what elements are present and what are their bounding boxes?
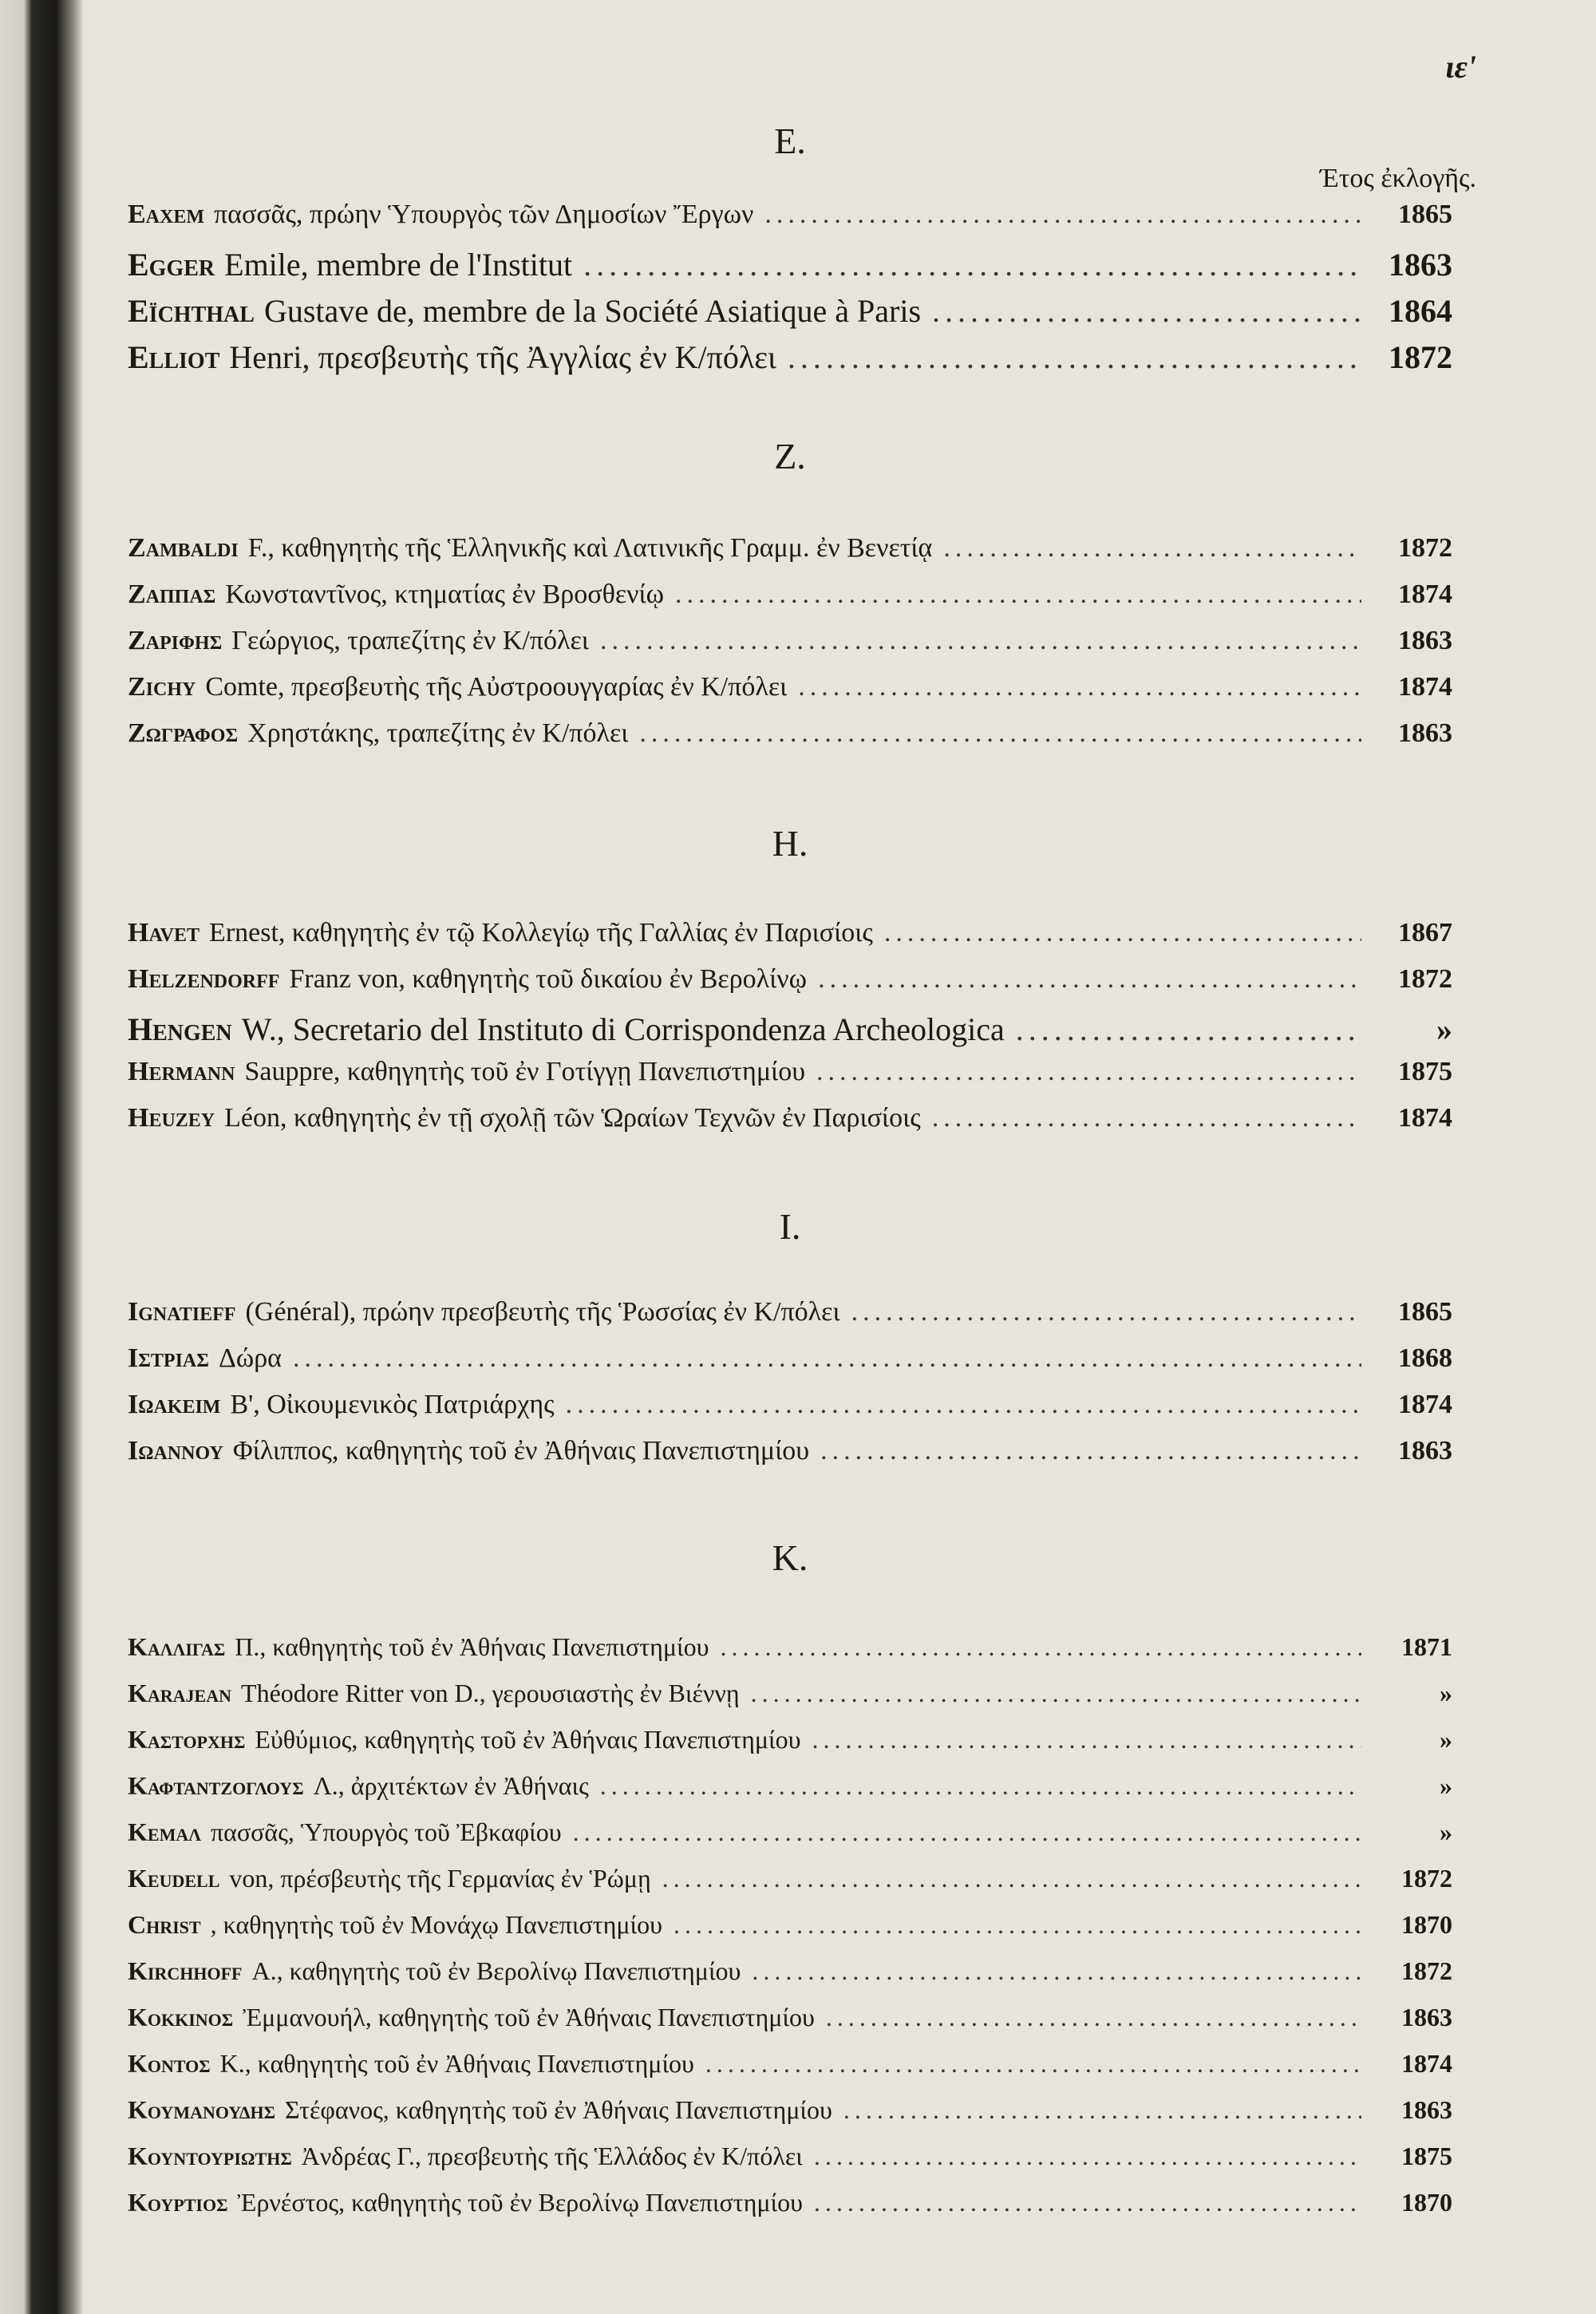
dot-leader <box>639 718 1361 749</box>
entry-year: 1872 <box>1398 533 1452 563</box>
entry-name: Keudell <box>128 1864 220 1893</box>
list-item <box>128 1864 1452 1909</box>
entry-year: 1863 <box>1398 626 1452 655</box>
dot-leader <box>675 579 1361 610</box>
entry-description: Ἐμμανουήλ, καθηγητὴς τοῦ ἐν Ἀθήναις Πανεπιστημίου <box>243 2003 815 2031</box>
entry-description: Κ., καθηγητὴς τοῦ ἐν Ἀθήναις Πανεπιστημίου <box>219 2049 694 2078</box>
list-item <box>128 1632 1452 1677</box>
list-item <box>128 1725 1452 1770</box>
dot-leader <box>674 1910 1361 1940</box>
entry-description: Φίλιππος, καθηγητὴς τοῦ ἐν Ἀθήναις Πανεπιστημίου <box>232 1436 810 1466</box>
entry-name: Κοκκινος <box>128 2003 234 2031</box>
dot-leader <box>583 246 1361 283</box>
entry-name: Κεμαλ <box>128 1818 201 1846</box>
entry-year: 1863 <box>1401 2095 1452 2124</box>
entry-year: » <box>1440 1679 1452 1707</box>
entry-name: Ζαππας <box>128 579 216 609</box>
entry-name: Zambaldi <box>128 533 239 563</box>
entry-name: Zichy <box>128 672 196 702</box>
list-item <box>128 626 1452 670</box>
entry-year: 1874 <box>1398 1103 1452 1133</box>
book-binding-shadow <box>0 0 84 2314</box>
list-item <box>128 918 1452 963</box>
entry-description: Χρηστάκης, τραπεζίτης ἐν Κ/πόλει <box>247 718 629 748</box>
section-letter-h: H. <box>772 823 808 864</box>
list-item <box>128 338 1452 383</box>
entry-name: Ιωαννου <box>128 1436 223 1466</box>
entry-year: 1875 <box>1401 2142 1452 2170</box>
entry-name: Hengen <box>128 1011 232 1047</box>
dot-leader <box>662 1864 1361 1893</box>
entry-year: 1874 <box>1398 579 1452 609</box>
entry-description: Franz von, καθηγητὴς τοῦ δικαίου ἐν Βερολίνῳ <box>289 964 808 994</box>
list-item <box>128 1771 1452 1816</box>
dot-leader <box>943 533 1361 564</box>
entry-name: Ignatieff <box>128 1297 236 1327</box>
entry-year: » <box>1440 1818 1452 1846</box>
entry-name: Eaxem <box>128 200 205 229</box>
dot-leader <box>932 292 1361 330</box>
entry-year: 1864 <box>1389 293 1452 329</box>
list-item <box>128 1818 1452 1862</box>
entry-year: 1874 <box>1398 1390 1452 1419</box>
year-column-caption: Έτος ἐκλογῆς. <box>1320 164 1476 193</box>
entry-year: 1872 <box>1398 964 1452 994</box>
entry-year: 1875 <box>1398 1057 1452 1086</box>
entry-description: , καθηγητὴς τοῦ ἐν Μονάχῳ Πανεπιστημίου <box>210 1910 662 1939</box>
entry-year: 1874 <box>1398 672 1452 702</box>
section-letter-i: I. <box>779 1206 801 1247</box>
list-item <box>128 200 1452 244</box>
dot-leader <box>814 2142 1361 2171</box>
dot-leader <box>798 672 1361 702</box>
entry-name: Helzendorff <box>128 964 280 994</box>
list-item <box>128 1436 1452 1481</box>
entry-name: Eïchthal <box>128 293 255 329</box>
entry-description: Ἀνδρέας Γ., πρεσβευτὴς τῆς Ἑλλάδος ἐν Κ/πόλει <box>301 2142 803 2170</box>
entry-description: Εὐθύμιος, καθηγητὴς τοῦ ἐν Ἀθήναις Πανεπιστημίου <box>255 1725 801 1754</box>
entry-name: Κοντος <box>128 2049 211 2078</box>
dot-leader <box>751 1679 1361 1708</box>
entry-year: 1870 <box>1401 1910 1452 1939</box>
entry-year: 1870 <box>1401 2188 1452 2217</box>
dot-leader <box>573 1818 1361 1847</box>
entry-description: Léon, καθηγητὴς ἐν τῇ σχολῇ τῶν Ὡραίων Τεχνῶν ἐν Παρισίοις <box>224 1103 921 1133</box>
entry-description: Λ., ἀρχιτέκτων ἐν Ἀθήναις <box>313 1771 589 1800</box>
entry-name: Ιστριας <box>128 1343 209 1373</box>
entry-name: Κουρτιος <box>128 2188 228 2217</box>
entry-year: 1872 <box>1401 1956 1452 1985</box>
entry-year: 1874 <box>1401 2049 1452 2078</box>
entry-name: Elliot <box>128 339 220 375</box>
entry-description: W., Secretario del Instituto di Corrispondenza Archeologica <box>241 1011 1005 1047</box>
dot-leader <box>788 338 1361 376</box>
entry-description: πασσᾶς, πρώην Ὑπουργὸς τῶν Δημοσίων Ἔργων <box>214 200 754 229</box>
list-item <box>128 579 1452 624</box>
entry-description: Β', Οἰκουμενικὸς Πατριάρχης <box>230 1390 555 1419</box>
entry-description: Sauppre, καθηγητὴς τοῦ ἐν Γοτίγγῃ Πανεπιστημίου <box>244 1057 806 1086</box>
list-item <box>128 292 1452 337</box>
list-item <box>128 246 1452 291</box>
page-number: ιε' <box>1445 49 1476 85</box>
list-item <box>128 2003 1452 2047</box>
dot-leader <box>705 2049 1361 2079</box>
entry-name: Κουντουριωτης <box>128 2142 292 2170</box>
entry-description: Ἐρνέστος, καθηγητὴς τοῦ ἐν Βερολίνῳ Πανεπιστημίου <box>237 2188 803 2217</box>
entry-name: Ζαριφης <box>128 626 223 655</box>
list-item <box>128 1956 1452 2001</box>
section-letter-z: Z. <box>774 436 806 477</box>
entry-description: Π., καθηγητὴς τοῦ ἐν Ἀθήναις Πανεπιστημίου <box>235 1632 709 1661</box>
entry-description: von, πρέσβευτὴς τῆς Γερμανίας ἐν Ῥώμῃ <box>229 1864 651 1893</box>
list-item <box>128 1390 1452 1434</box>
entry-year: 1872 <box>1401 1864 1452 1893</box>
dot-leader <box>843 2095 1361 2125</box>
entry-description: Comte, πρεσβευτὴς τῆς Αὐστροουγγαρίας ἐν Κ/πόλει <box>205 672 788 702</box>
dot-leader <box>884 918 1361 948</box>
list-item <box>128 964 1452 1009</box>
list-item <box>128 1297 1452 1342</box>
entry-year: » <box>1440 1725 1452 1754</box>
entry-year: 1871 <box>1401 1632 1452 1661</box>
entry-description: (Général), πρώην πρεσβευτὴς τῆς Ῥωσσίας ἐν Κ/πόλει <box>245 1297 840 1327</box>
entry-name: Καφταντζογλους <box>128 1771 304 1800</box>
entry-name: Ζωγραφος <box>128 718 239 748</box>
list-item <box>128 533 1452 578</box>
entry-year: 1865 <box>1398 200 1452 229</box>
list-item <box>128 718 1452 763</box>
entry-name: Καστορχης <box>128 1725 246 1754</box>
page <box>128 32 1476 2283</box>
entry-year: 1872 <box>1389 339 1452 375</box>
entry-description: Théodore Ritter von D., γερουσιαστὴς ἐν Βιέννῃ <box>241 1679 740 1707</box>
entry-name: Kirchhoff <box>128 1956 243 1985</box>
list-item <box>128 1103 1452 1148</box>
entry-year: 1867 <box>1398 918 1452 947</box>
dot-leader <box>812 1725 1361 1754</box>
list-item <box>128 1679 1452 1723</box>
entry-description: Γεώργιος, τραπεζίτης ἐν Κ/πόλει <box>231 626 589 655</box>
entry-name: Καλλιγας <box>128 1632 226 1661</box>
dot-leader <box>600 1771 1361 1801</box>
list-item <box>128 1910 1452 1955</box>
entry-description: Στέφανος, καθηγητὴς τοῦ ἐν Ἀθήναις Πανεπιστημίου <box>285 2095 832 2124</box>
entry-description: πασσᾶς, Ὑπουργὸς τοῦ Ἐβκαφίου <box>211 1818 562 1846</box>
dot-leader <box>851 1297 1361 1327</box>
dot-leader <box>932 1103 1361 1133</box>
entry-year: 1863 <box>1398 718 1452 748</box>
dot-leader <box>566 1390 1361 1420</box>
entry-name: Ιωακειμ <box>128 1390 221 1419</box>
list-item <box>128 2095 1452 2140</box>
dot-leader <box>764 200 1361 230</box>
entry-name: Egger <box>128 247 215 283</box>
entry-name: Karajean <box>128 1679 232 1707</box>
list-item <box>128 1011 1452 1055</box>
entry-name: Κουμανουδης <box>128 2095 276 2124</box>
entry-year: » <box>1436 1011 1452 1047</box>
dot-leader <box>752 1956 1361 1986</box>
list-item <box>128 1343 1452 1388</box>
entry-description: Κωνσταντῖνος, κτηματίας ἐν Βροσθενίῳ <box>225 579 665 609</box>
entry-year: 1863 <box>1401 2003 1452 2031</box>
entry-description: Henri, πρεσβευτὴς τῆς Ἀγγλίας ἐν Κ/πόλει <box>229 339 776 375</box>
list-item <box>128 2188 1452 2233</box>
entry-year: 1863 <box>1398 1436 1452 1466</box>
dot-leader <box>600 626 1361 656</box>
section-letter-k: K. <box>772 1537 808 1578</box>
list-item <box>128 672 1452 717</box>
dot-leader <box>293 1343 1361 1374</box>
entry-description: Gustave de, membre de la Société Asiatique à Paris <box>263 293 922 329</box>
entry-year: 1863 <box>1389 247 1452 283</box>
entry-year: 1865 <box>1398 1297 1452 1327</box>
entry-description: A., καθηγητὴς τοῦ ἐν Βερολίνῳ Πανεπιστημίου <box>251 1956 741 1985</box>
section-letter-e: E. <box>774 121 806 161</box>
entry-name: Heuzey <box>128 1103 215 1133</box>
dot-leader <box>818 964 1361 995</box>
list-item <box>128 1057 1452 1102</box>
list-item <box>128 2049 1452 2094</box>
entry-name: Havet <box>128 918 200 947</box>
dot-leader <box>816 1057 1361 1087</box>
entry-description: F., καθηγητὴς τῆς Ἑλληνικῆς καὶ Λατινικῆς Γραμμ. ἐν Βενετίᾳ <box>247 533 933 563</box>
dot-leader <box>826 2003 1361 2032</box>
entry-name: Hermann <box>128 1057 235 1086</box>
dot-leader <box>720 1632 1361 1662</box>
entry-year: » <box>1440 1771 1452 1800</box>
list-item <box>128 2142 1452 2186</box>
dot-leader <box>820 1436 1361 1466</box>
entry-description: Emile, membre de l'Institut <box>224 247 573 283</box>
entry-name: Christ <box>128 1910 201 1939</box>
entry-description: Δώρα <box>218 1343 282 1373</box>
dot-leader <box>1016 1011 1361 1048</box>
dot-leader <box>814 2188 1361 2217</box>
entry-year: 1868 <box>1398 1343 1452 1373</box>
entry-description: Ernest, καθηγητὴς ἐν τῷ Κολλεγίῳ τῆς Γαλλίας ἐν Παρισίοις <box>209 918 873 947</box>
